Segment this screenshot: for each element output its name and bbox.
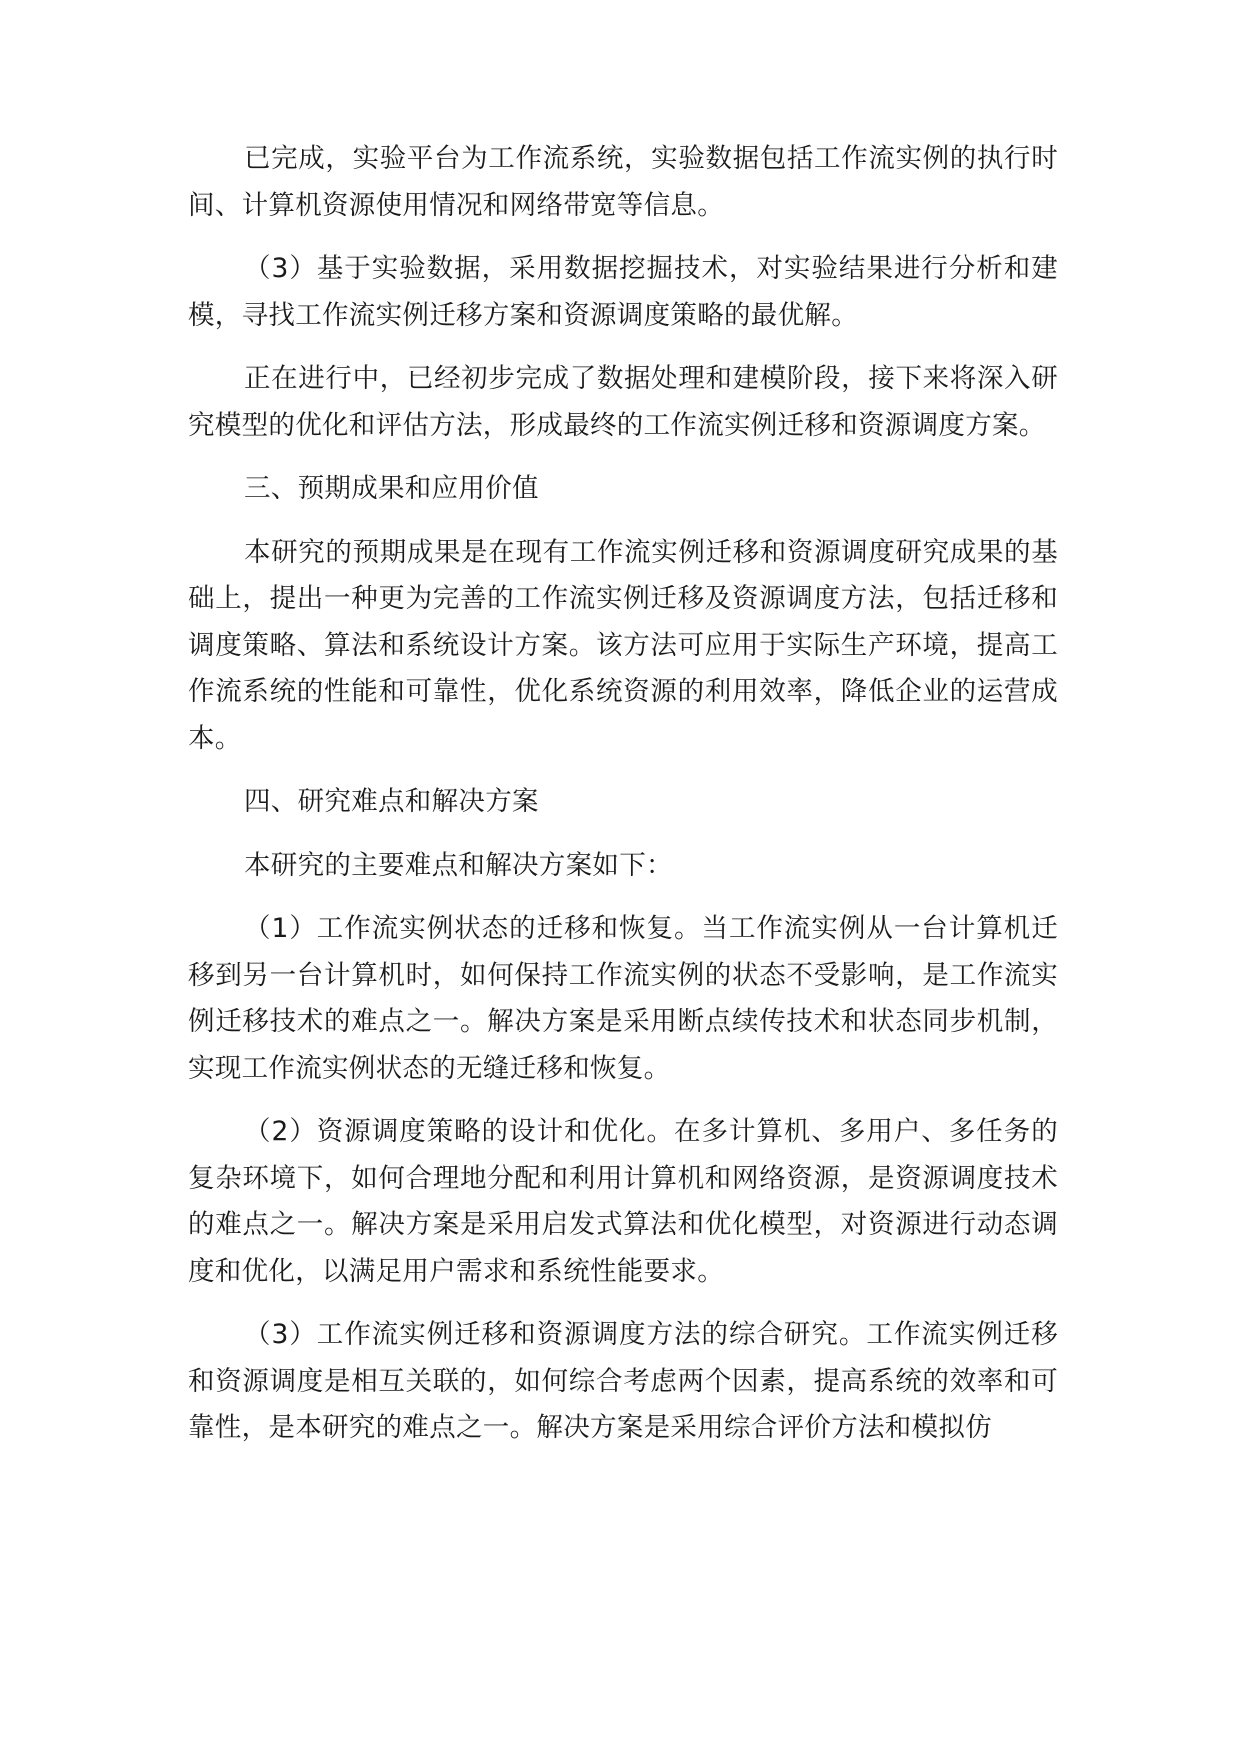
paragraph-difficulty-1: （1）工作流实例状态的迁移和恢复。当工作流实例从一台计算机迁移到另一台计算机时，如何保持工作流实例的状态不受影响，是工作流实例迁移技术的难点之一。解决方案是采用断点续传技术和状态同步机制，实现工作流实例状态的无缝迁移和恢复。 <box>188 913 1058 1084</box>
paragraph-expected-results: 本研究的预期成果是在现有工作流实例迁移和资源调度研究成果的基础上，提出一种更为完善的工作流实例迁移及资源调度方法，包括迁移和调度策略、算法和系统设计方案。该方法可应用于实际生产环境，提高工作流系统的性能和可靠性，优化系统资源的利用效率，降低企业的运营成本。 <box>188 536 1058 754</box>
section-heading-expected-results: 三、预期成果和应用价值 <box>244 473 539 504</box>
paragraph-difficulty-3: （3）工作流实例迁移和资源调度方法的综合研究。工作流实例迁移和资源调度是相互关联的，如何综合考虑两个因素，提高系统的效率和可靠性，是本研究的难点之一。解决方案是采用综合评价方法和模拟仿 <box>188 1319 1058 1443</box>
section-heading-difficulties: 四、研究难点和解决方案 <box>244 786 539 817</box>
paragraph-difficulties-intro: 本研究的主要难点和解决方案如下： <box>244 849 673 881</box>
paragraph-in-progress: 正在进行中，已经初步完成了数据处理和建模阶段，接下来将深入研究模型的优化和评估方法，形成最终的工作流实例迁移和资源调度方案。 <box>188 363 1058 441</box>
document-page <box>188 136 1058 1469</box>
paragraph-difficulty-2: （2）资源调度策略的设计和优化。在多计算机、多用户、多任务的复杂环境下，如何合理地分配和利用计算机和网络资源，是资源调度技术的难点之一。解决方案是采用启发式算法和优化模型，对资源进行动态调度和优化，以满足用户需求和系统性能要求。 <box>188 1116 1058 1287</box>
paragraph-step-3-data-mining: （3）基于实验数据，采用数据挖掘技术，对实验结果进行分析和建模，寻找工作流实例迁移方案和资源调度策略的最优解。 <box>188 253 1058 331</box>
paragraph-experiment-completed: 已完成，实验平台为工作流系统，实验数据包括工作流实例的执行时间、计算机资源使用情况和网络带宽等信息。 <box>188 143 1058 221</box>
